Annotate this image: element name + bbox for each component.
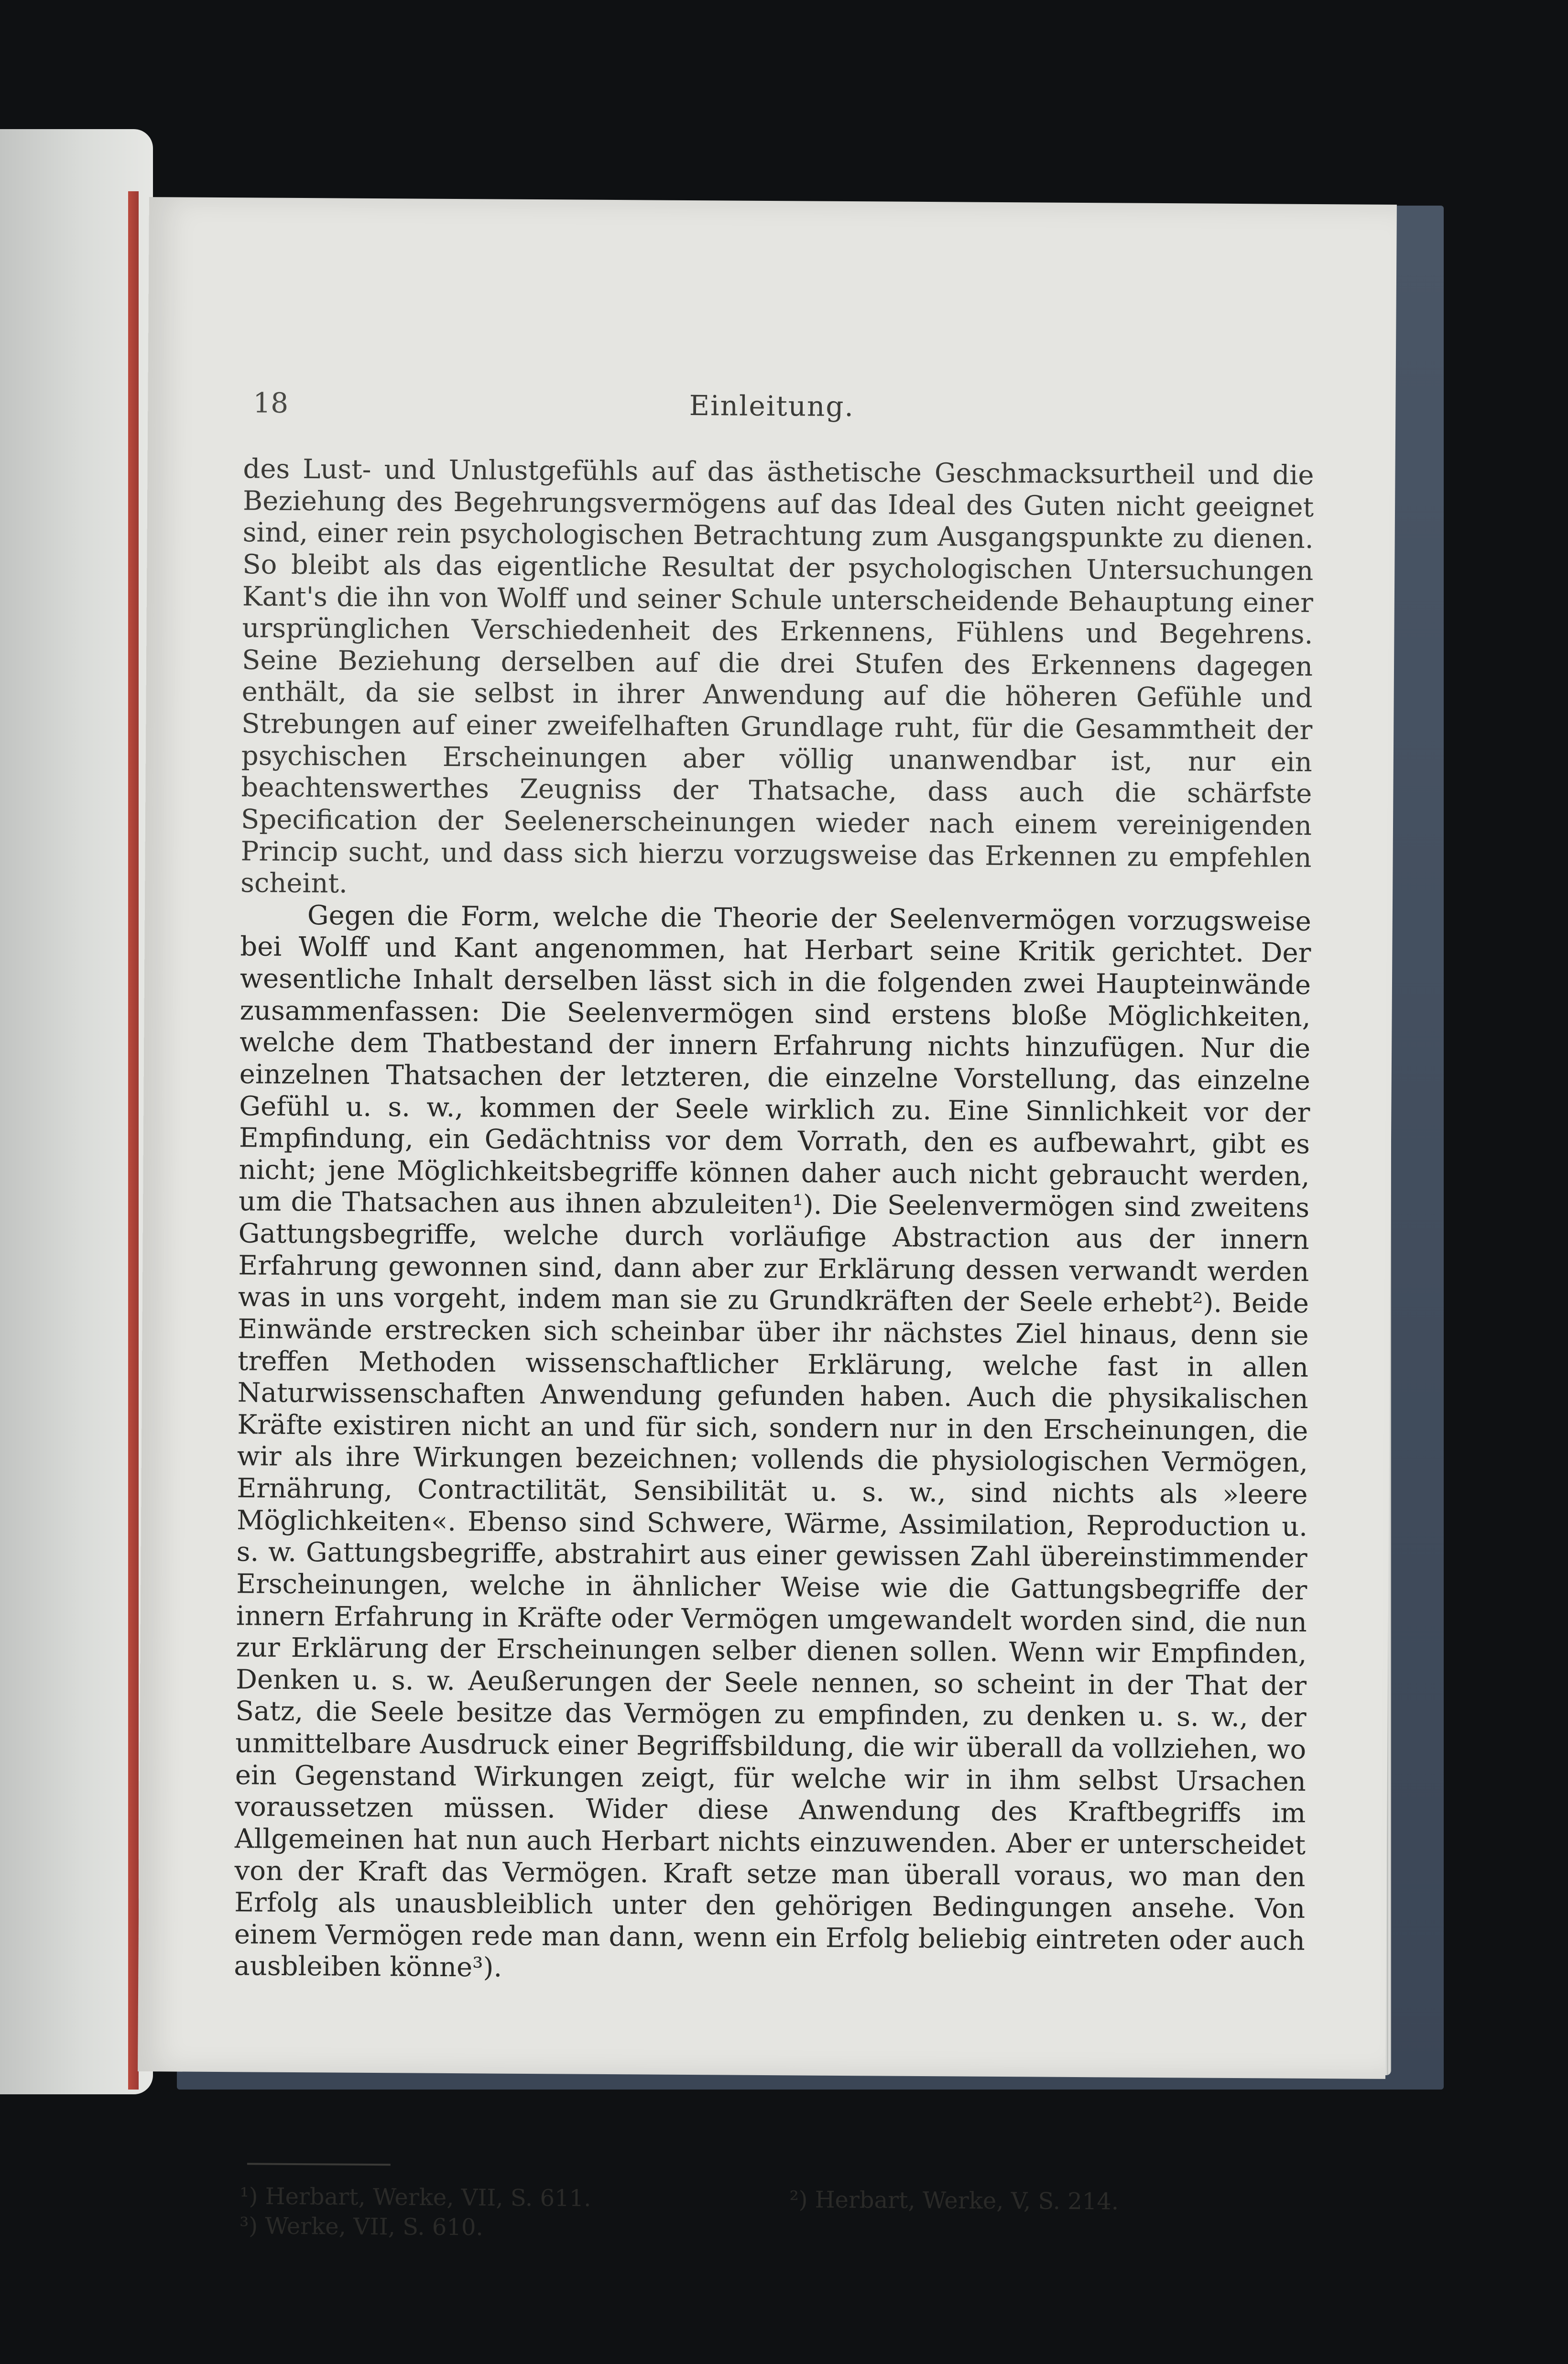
paragraph-1: des Lust- und Unlustgefühls auf das ästhetische Geschmacksurtheil und die Beziehung des Begehrungsvermögens auf das Ideal des Guten nicht geeignet sind, einer rein psychologischen Betrachtung zum Ausgangspunkte zu dienen. So bleibt als das eigentliche Resultat der psychologischen Untersuchungen Kant's die ihn von Wolff und seiner Schule unterscheidende Behauptung einer ursprünglichen Verschiedenheit des Erkennens, Fühlens und Begehrens. Seine Beziehung derselben auf die drei Stufen des Erkennens dagegen enthält, da sie selbst in ihrer Anwendung auf die höheren Gefühle und Strebungen auf einer zweifelhaften Grundlage ruht, für die Gesammtheit der psychischen Erscheinungen aber völlig unanwendbar ist, nur ein beachtenswerthes Zeugniss der Thatsache, dass auch die schärfste Specification der Seelenerscheinungen wieder nach einem vereinigenden Princip sucht, und dass sich hierzu vorzugsweise das Erkennen zu empfehlen scheint. bbox=[240, 453, 1314, 899]
paragraph-2: Gegen die Form, welche die Theorie der Seelenvermögen vorzugsweise bei Wolff und Kant angenommen, hat Herbart seine Kritik gerichtet. Der wesentliche Inhalt derselben lässt sich in die folgenden zwei Haupteinwände zusammenfassen: Die Seelenvermögen sind erstens bloße Möglichkeiten, welche dem Thatbestand der innern Erfahrung nichts hinzufügen. Nur die einzelnen Thatsachen der letzteren, die einzelne Vorstellung, das einzelne Gefühl u. s. w., kommen der Seele wirklich zu. Eine Sinnlichkeit vor der Empfindung, ein Gedächtniss vor dem Vorrath, den es aufbewahrt, gibt es nicht; jene Möglichkeitsbegriffe können daher auch nicht gebraucht werden, um die Thatsachen aus ihnen abzuleiten¹). Die Seelenvermögen sind zweitens Gattungsbegriffe, welche durch vorläufige Abstraction aus der innern Erfahrung gewonnen sind, dann aber zur Erklärung dessen verwandt werden was in uns vorgeht, indem man sie zu Grundkräften der Seele erhebt²). Beide Einwände erstrecken sich scheinbar über ihr nächstes Ziel hinaus, denn sie treffen Methoden wissenschaftlicher Erklärung, welche fast in allen Naturwissenschaften Anwendung gefunden haben. Auch die physikalischen Kräfte existiren nicht an und für sich, sondern nur in den Erscheinungen, die wir als ihre Wirkungen bezeichnen; vollends die physiologischen Vermögen, Ernährung, Contractilität, Sensibilität u. s. w., sind nichts als »leere Möglichkeiten«. Ebenso sind Schwere, Wärme, Assimilation, Reproduction u. s. w. Gattungsbegriffe, abstrahirt aus einer gewissen Zahl übereinstimmender Erscheinungen, welche in ähnlicher Weise wie die Gattungsbegriffe der innern Erfahrung in Kräfte oder Vermögen umgewandelt worden sind, die nun zur Erklärung der Erscheinungen selber dienen sollen. Wenn wir Empfinden, Denken u. s. w. Aeußerungen der Seele nennen, so scheint in der That der Satz, die Seele besitze das Vermögen zu empfinden, zu denken u. s. w., der unmittelbare Ausdruck einer Begriffsbildung, die wir überall da vollziehen, wo ein Gegenstand Wirkungen zeigt, für welche wir in ihm selbst Ursachen voraussetzen müssen. Wider diese Anwendung des Kraftbegriffs im Allgemeinen hat nun auch Herbart nichts einzuwenden. Aber er unterscheidet von der Kraft das Vermögen. Kraft setze man überall voraus, wo man den Erfolg als unausbleiblich unter den gehörigen Bedingungen ansehe. Von einem Vermögen rede man dann, wenn ein Erfolg beliebig eintreten oder auch ausbleiben könne³). bbox=[234, 899, 1311, 1984]
page-edge-red bbox=[128, 191, 139, 2090]
header-title: Einleitung. bbox=[689, 389, 855, 423]
running-head bbox=[148, 386, 1396, 437]
right-page bbox=[138, 197, 1397, 2241]
page-number: 18 bbox=[253, 386, 289, 419]
footnote-2: ²) Herbart, Werke, V, S. 214. bbox=[789, 2186, 1119, 2215]
footnotes bbox=[239, 2182, 1292, 2241]
footnote-rule bbox=[247, 2163, 391, 2166]
footnote-1: ¹) Herbart, Werke, VII, S. 611. bbox=[240, 2183, 591, 2212]
footnote-3: ³) Werke, VII, S. 610. bbox=[239, 2212, 483, 2241]
body-text bbox=[234, 453, 1314, 1989]
